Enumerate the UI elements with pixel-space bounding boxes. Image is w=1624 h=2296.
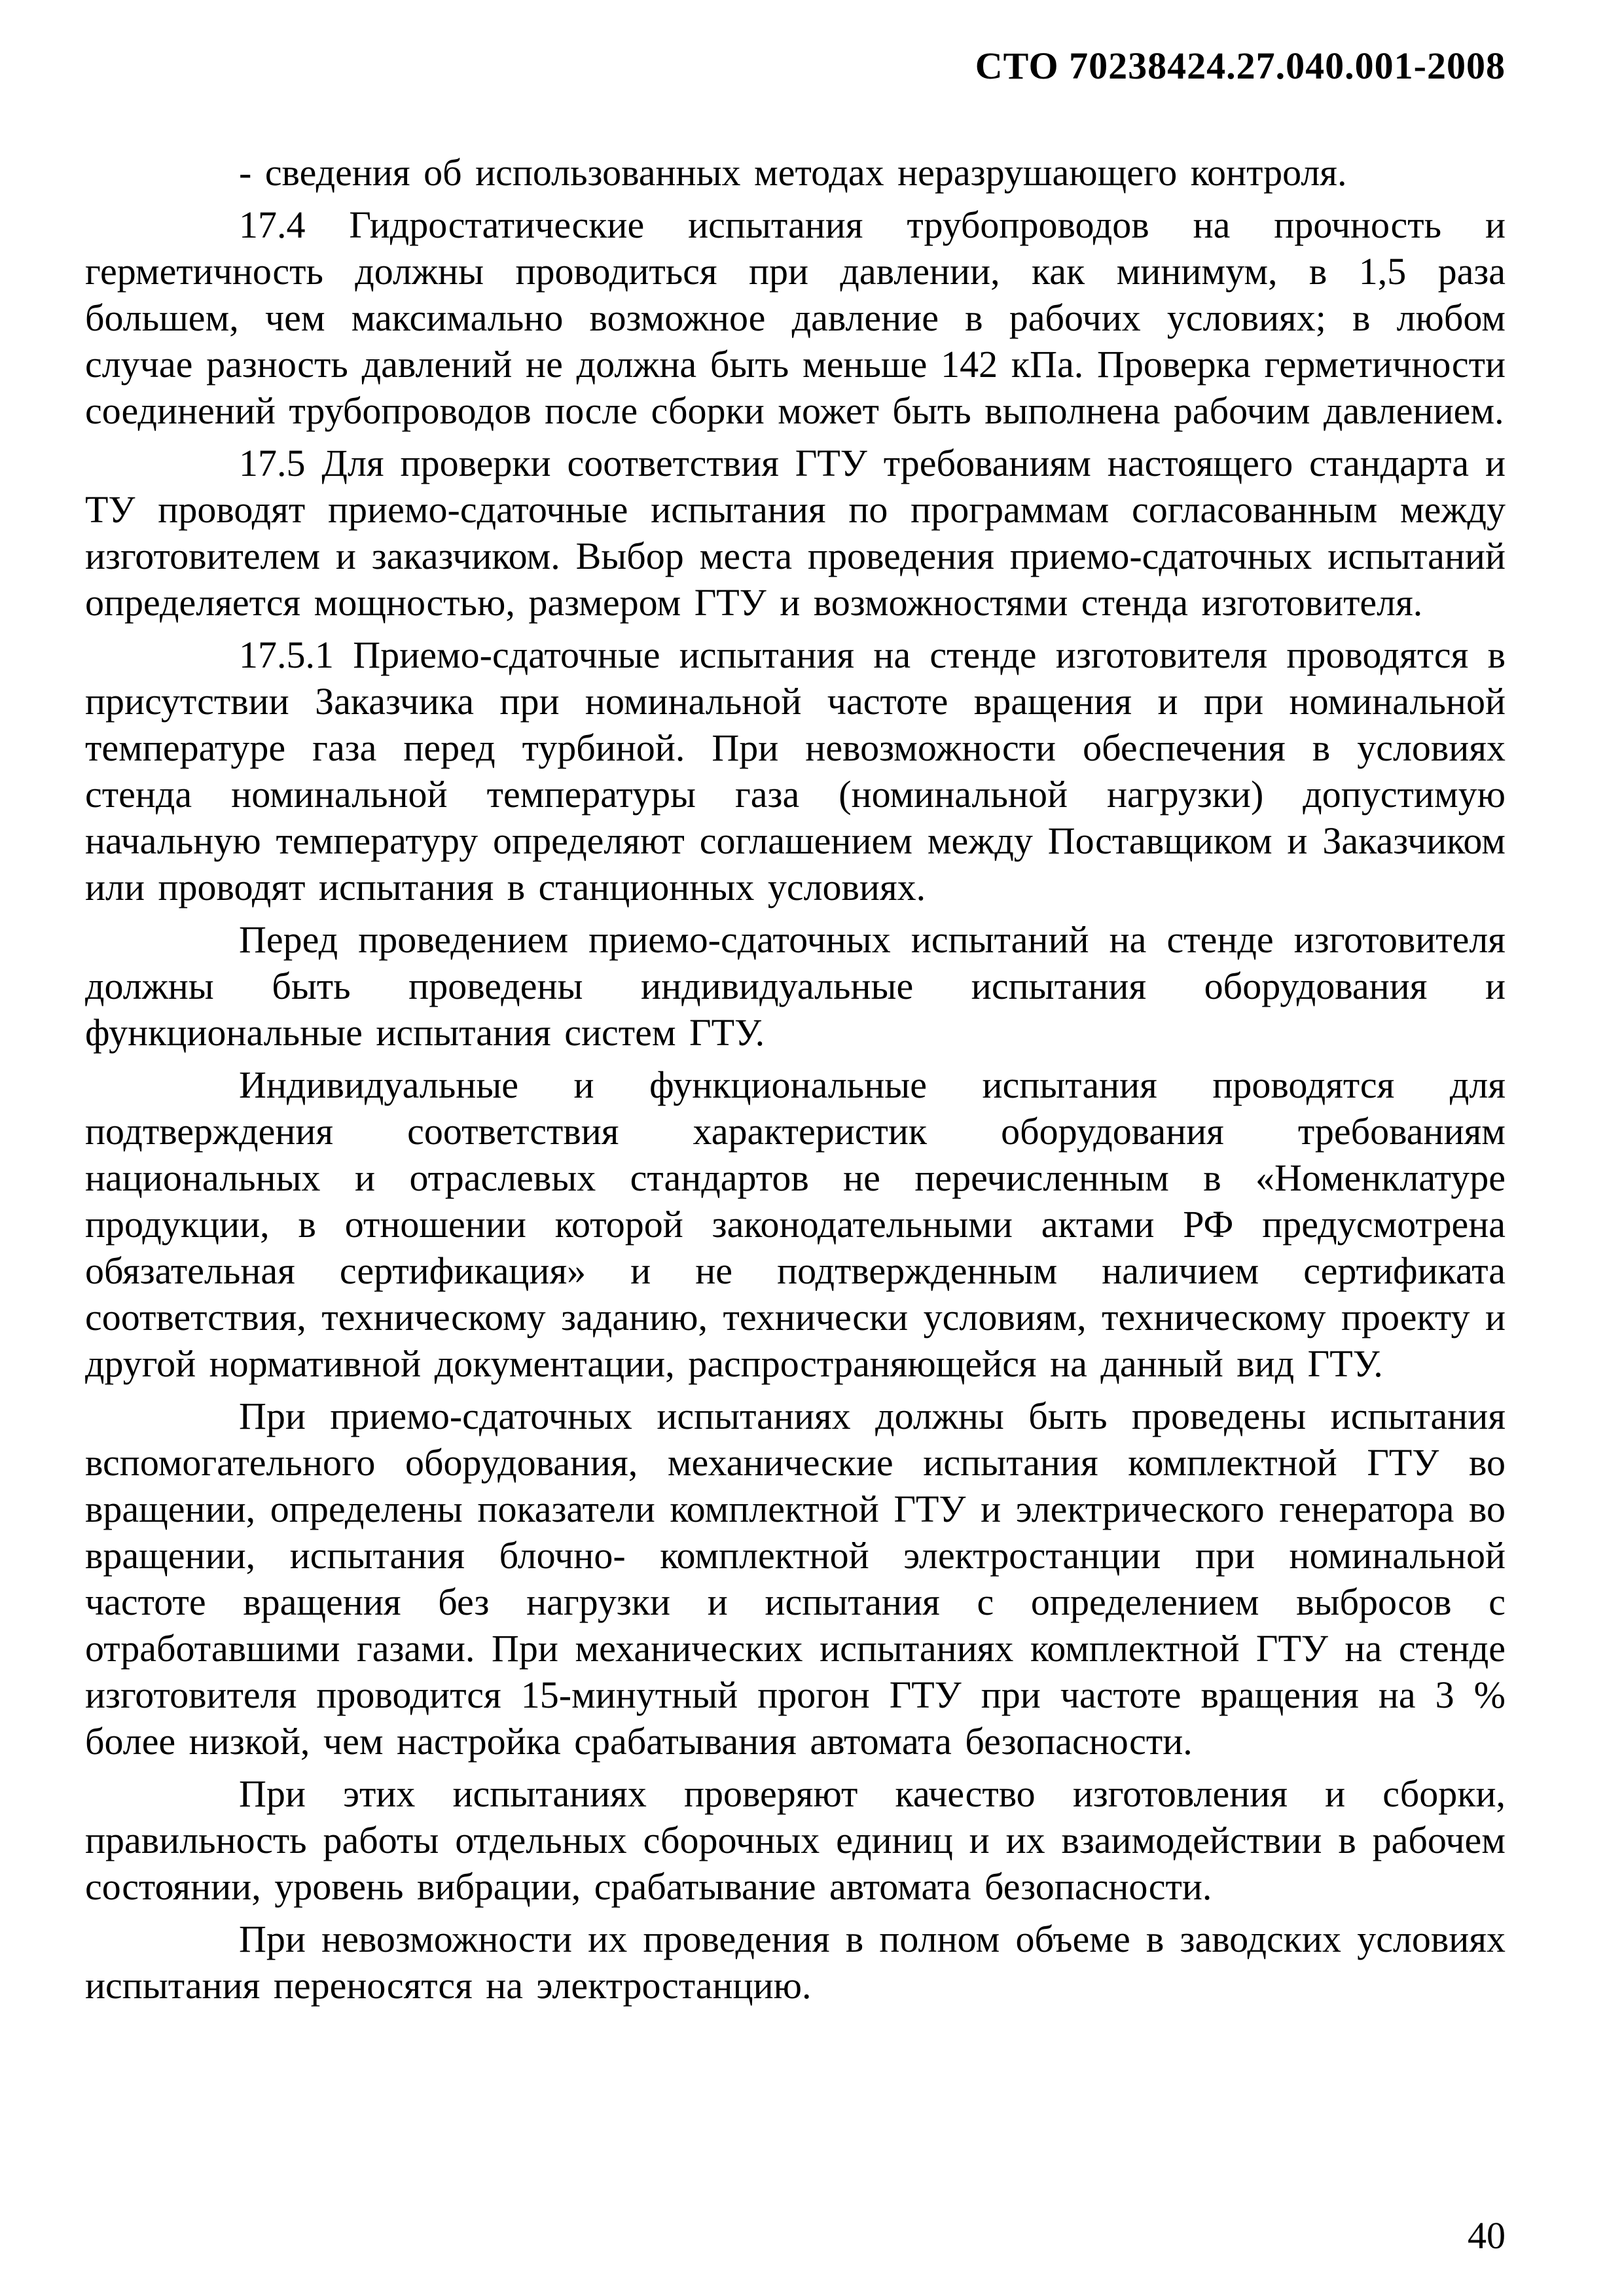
para-test-checks: При этих испытаниях проверяют качество изготовления и сборки, правильность работы отдельных сборочных единиц и их взаимодействии в рабочем состоянии, уровень вибрации, срабатывание автомата безопасности. bbox=[85, 1772, 1506, 1908]
para-pre-acceptance-individual-tests: Перед проведением приемо-сдаточных испытаний на стенде изготовителя должны быть проведены индивидуальные испытания оборудования и функциональные испытания систем ГТУ. bbox=[85, 918, 1506, 1054]
standard-code-header: СТО 70238424.27.040.001-2008 bbox=[975, 45, 1506, 87]
para-transfer-to-power-plant: При невозможности их проведения в полном объеме в заводских условиях испытания переносятся на электростанцию. bbox=[85, 1918, 1506, 2007]
page-number: 40 bbox=[1468, 2214, 1506, 2257]
clause-17-4: 17.4 Гидростатические испытания трубопроводов на прочность и герметичность должны проводиться при давлении, как минимум, в 1,5 раза большем, чем максимально возможное давление в рабочих условиях; в любом случае разность давлений не должна быть меньше 142 кПа. Проверка герметичности соединений трубопроводов после сборки может быть выполнена рабочим давлением. bbox=[85, 204, 1506, 432]
para-individual-functional-purpose: Индивидуальные и функциональные испытания проводятся для подтверждения соответствия характеристик оборудования требованиям национальных и отраслевых стандартов не перечисленным в «Номенклатуре продукции, в отношении которой законодательными актами РФ предусмотрена обязательная сертификация» и не подтвержденным наличием сертификата соответствия, техническому заданию, технически условиям, техническому проекту и другой нормативной документации, распространяющейся на данный вид ГТУ. bbox=[85, 1064, 1506, 1385]
document-body bbox=[85, 149, 1506, 2015]
list-item-ndt-methods: - сведения об использованных методах неразрушающего контроля. bbox=[239, 151, 1347, 194]
clause-17-5: 17.5 Для проверки соответствия ГТУ требованиям настоящего стандарта и ТУ проводят приемо-сдаточные испытания по программам согласованным между изготовителем и заказчиком. Выбор места проведения приемо-сдаточных испытаний определяется мощностью, размером ГТУ и возможностями стенда изготовителя. bbox=[85, 442, 1506, 624]
para-acceptance-test-scope: При приемо-сдаточных испытаниях должны быть проведены испытания вспомогательного оборудования, механические испытания комплектной ГТУ во вращении, определены показатели комплектной ГТУ и электрического генератора во вращении, испытания блочно- комплектной электростанции при номинальной частоте вращения без нагрузки и испытания с определением выбросов с отработавшими газами. При механических испытаниях комплектной ГТУ на стенде изготовителя проводится 15-минутный прогон ГТУ при частоте вращения на 3 % более низкой, чем настройка срабатывания автомата безопасности. bbox=[85, 1395, 1506, 1763]
clause-17-5-1: 17.5.1 Приемо-сдаточные испытания на стенде изготовителя проводятся в присутствии Заказчика при номинальной частоте вращения и при номинальной температуре газа перед турбиной. При невозможности обеспечения в условиях стенда номинальной температуры газа (номинальной нагрузки) допустимую начальную температуру определяют соглашением между Поставщиком и Заказчиком или проводят испытания в станционных условиях. bbox=[85, 634, 1506, 908]
